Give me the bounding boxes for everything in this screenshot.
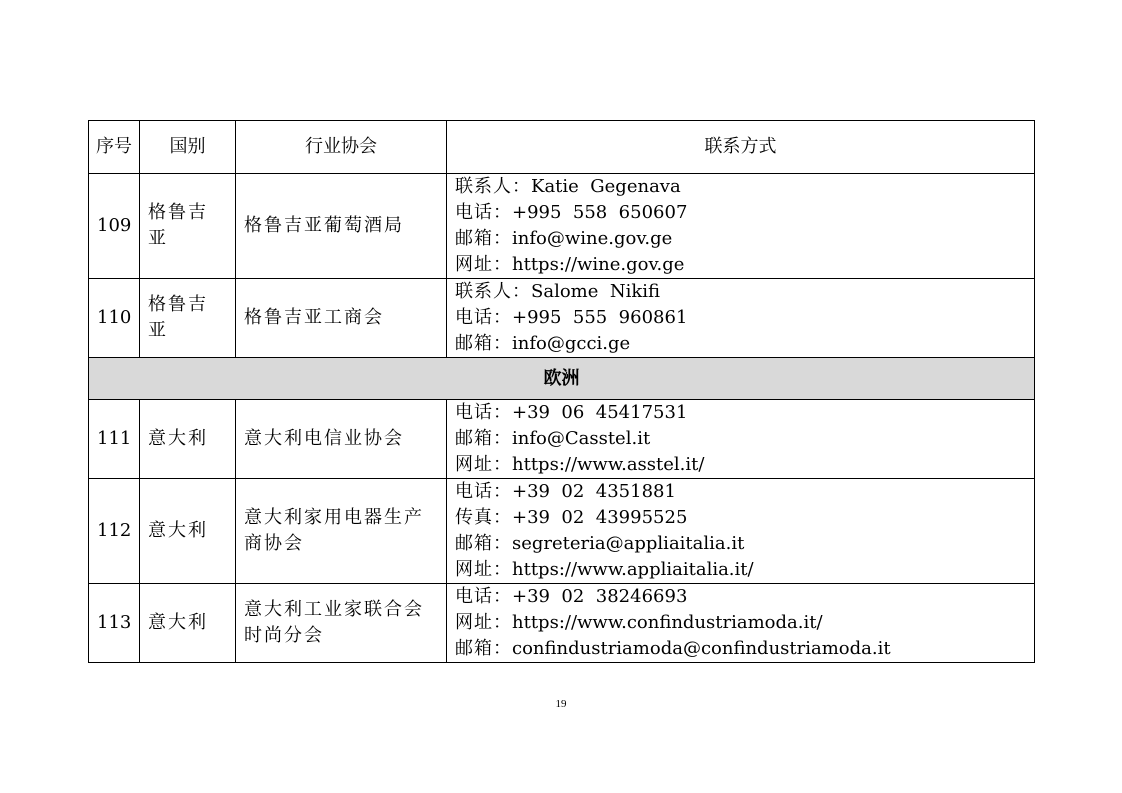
region-label: 欧洲 (89, 358, 1035, 400)
contact-line: 联系人：Salome Nikifi (455, 281, 660, 302)
row-number: 110 (89, 279, 140, 358)
contact-line: 电话：+995 555 960861 (455, 307, 688, 328)
table-row (89, 174, 1035, 279)
region-row (89, 358, 1035, 400)
table-row (89, 479, 1035, 584)
row-association: 意大利工业家联合会时尚分会 (236, 584, 447, 663)
contact-line: 电话：+39 02 38246693 (455, 586, 688, 607)
contact-line: 电话：+39 06 45417531 (455, 402, 688, 423)
contact-line: 邮箱：info@gcci.ge (455, 333, 631, 354)
row-country: 格鲁吉亚 (140, 279, 236, 358)
contact-line: 邮箱：info@wine.gov.ge (455, 228, 673, 249)
row-number: 109 (89, 174, 140, 279)
contact-line: 邮箱：confindustriamoda@confindustriamoda.it (455, 638, 891, 659)
header-country: 国别 (140, 121, 236, 174)
row-association: 意大利电信业协会 (236, 400, 447, 479)
contact-line: 网址：https://wine.gov.ge (455, 254, 685, 275)
header-row (89, 121, 1035, 174)
row-association: 格鲁吉亚工商会 (236, 279, 447, 358)
row-number: 113 (89, 584, 140, 663)
row-country: 格鲁吉亚 (140, 174, 236, 279)
table-row (89, 400, 1035, 479)
page-number: 19 (555, 698, 567, 710)
association-table (88, 120, 1035, 663)
contact-line: 网址：https://www.asstel.it/ (455, 454, 705, 475)
row-country: 意大利 (140, 584, 236, 663)
row-contact (447, 400, 1035, 479)
row-country: 意大利 (140, 400, 236, 479)
contact-line: 联系人：Katie Gegenava (455, 176, 681, 197)
row-contact (447, 174, 1035, 279)
header-seq: 序号 (89, 121, 140, 174)
contact-line: 网址：https://www.appliaitalia.it/ (455, 559, 754, 580)
contact-line: 传真：+39 02 43995525 (455, 507, 688, 528)
row-contact (447, 584, 1035, 663)
row-number: 111 (89, 400, 140, 479)
row-number: 112 (89, 479, 140, 584)
row-contact (447, 279, 1035, 358)
contact-line: 邮箱：segreteria@appliaitalia.it (455, 533, 745, 554)
row-association: 意大利家用电器生产商协会 (236, 479, 447, 584)
contact-line: 网址：https://www.confindustriamoda.it/ (455, 612, 823, 633)
row-contact (447, 479, 1035, 584)
header-association: 行业协会 (236, 121, 447, 174)
contact-line: 电话：+39 02 4351881 (455, 481, 676, 502)
table-row (89, 584, 1035, 663)
table-row (89, 279, 1035, 358)
row-country: 意大利 (140, 479, 236, 584)
contact-line: 邮箱：info@Casstel.it (455, 428, 651, 449)
header-contact: 联系方式 (447, 121, 1035, 174)
contact-line: 电话：+995 558 650607 (455, 202, 688, 223)
row-association: 格鲁吉亚葡萄酒局 (236, 174, 447, 279)
